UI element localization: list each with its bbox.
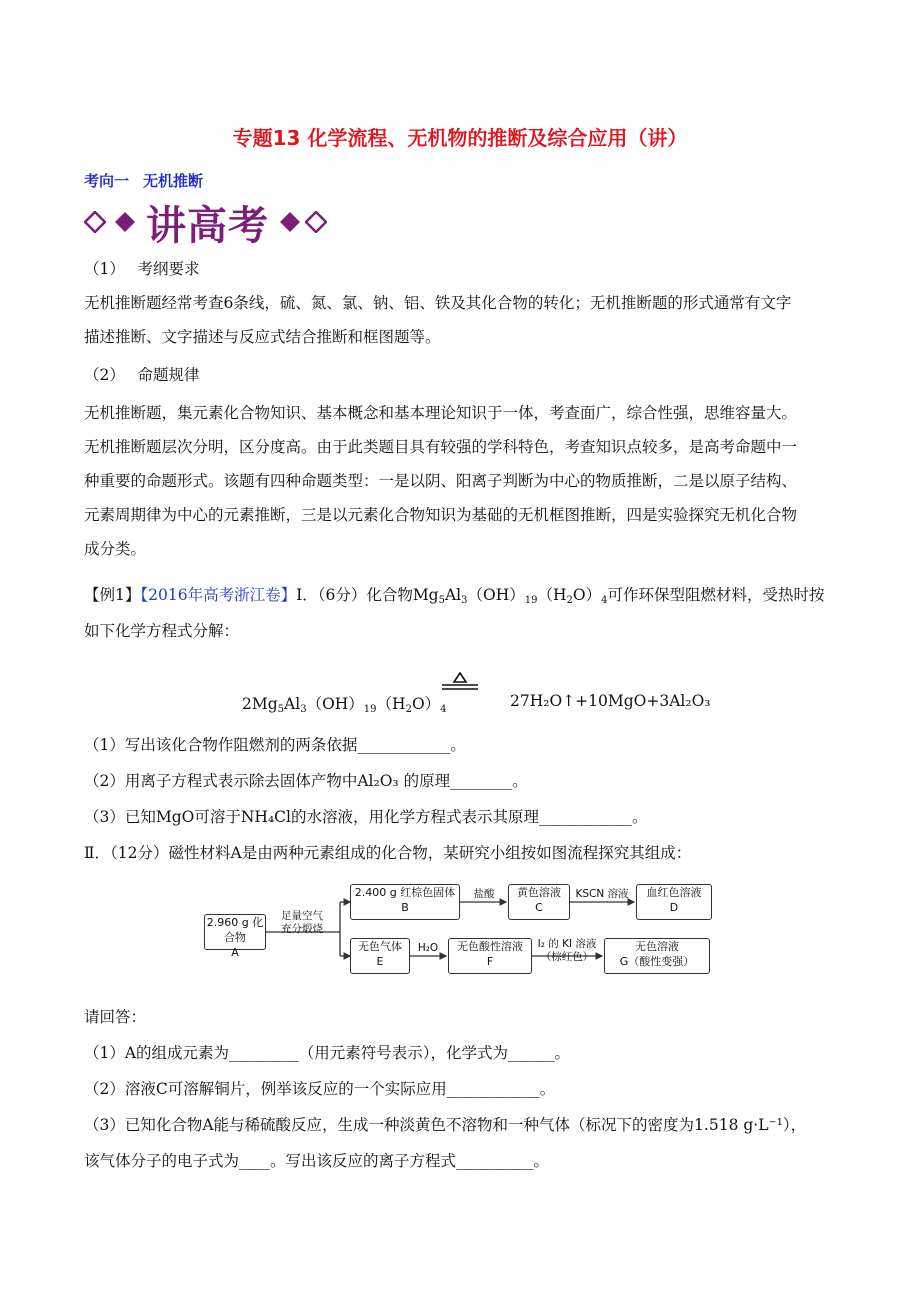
subscript: 4 — [440, 704, 447, 715]
paragraph-line: 无机推断题经常考查6条线，硫、氮、氯、钠、铝、铁及其化合物的转化；无机推断题的形式通常有文字 — [84, 294, 792, 312]
outline-diamond-icon — [305, 211, 327, 233]
paragraph-line: 种重要的命题形式。该题有四种命题类型：一是以阴、阳离子判断为中心的物质推断，二是以原子结构、 — [84, 472, 798, 490]
box-d: 血红色溶液 D — [636, 884, 712, 920]
question-line: 该气体分子的电子式为____。写出该反应的离子方程式__________。 — [84, 1152, 550, 1170]
box-a: 2.960 g 化合物 A — [204, 914, 266, 950]
banner-text: 讲高考 — [146, 201, 269, 249]
equation-coef: 2Mg — [242, 695, 278, 713]
paragraph-line: 元素周期律为中心的元素推断，三是以元素化合物知识为基础的无机框图推断，四是实验探究无机化合物 — [84, 506, 798, 524]
box-c: 黄色溶液 C — [508, 884, 570, 920]
paragraph-line: 无机推断题，集元素化合物知识、基本概念和基本理论知识于一体，考查面广，综合性强，思维容量大。 — [84, 404, 798, 422]
example-line: 【例1】【2016年高考浙江卷】Ⅰ．（6分）化合物$Mg_5Al_3(OH)_{19}(H_2O)_4$可作环保型阻燃材料，受热时按 — [84, 586, 825, 606]
paragraph-line: 成分类。 — [84, 540, 147, 558]
condition-label: 足量空气 充分煅烧 — [281, 910, 323, 935]
question-line: （2）溶液C可溶解铜片，例举该反应的一个实际应用____________。 — [84, 1080, 556, 1098]
paragraph-line: 描述推断、文字描述与反应式结合推断和框图题等。 — [84, 328, 441, 346]
box-b: 2.400 g 红棕色固体 B — [350, 884, 460, 920]
flow-diagram — [198, 880, 722, 980]
section-heading — [84, 170, 203, 191]
equation-lhs: $2Mg_5Al_3(OH)_{19}(H_2O)_4$ — [242, 695, 447, 715]
subscript: 19 — [363, 704, 377, 715]
section-name: 无机推断 — [143, 172, 204, 190]
box-e: 无色气体 E — [350, 938, 410, 974]
subscript: 3 — [461, 595, 468, 606]
question-line: （1）写出该化合物作阻燃剂的两条依据____________。 — [84, 736, 466, 754]
question-line: （3）已知化合物A能与稀硫酸反应，生成一种淡黄色不溶物和一种气体（标况下的密度为1.518 g·L⁻¹）， — [84, 1116, 807, 1134]
question-line: （1）A的组成元素为_________（用元素符号表示），化学式为______。 — [84, 1044, 571, 1062]
subscript: 4 — [601, 595, 608, 606]
filled-diamond-icon — [114, 211, 136, 233]
question-line: （2）用离子方程式表示除去固体产物中Al₂O₃ 的原理________。 — [84, 772, 528, 790]
example-source: 【2016年高考浙江卷】 — [140, 586, 297, 604]
subscript: 5 — [438, 595, 445, 606]
equation-rhs: 27H₂O↑+10MgO+3Al₂O₃ — [510, 692, 711, 710]
banner — [84, 198, 331, 249]
filled-diamond-icon — [279, 211, 301, 233]
heading-2: （2） 命题规律 — [84, 366, 200, 384]
question-line: （3）已知MgO可溶于NH₄Cl的水溶液，用化学方程式表示其原理____________。 — [84, 808, 648, 826]
answer-prompt: 请回答： — [84, 1008, 147, 1026]
kscn-label: KSCN 溶液 — [575, 888, 629, 900]
heat-triangle-icon — [438, 672, 482, 692]
subscript: 3 — [300, 704, 307, 715]
example-tag: 【例1】 — [84, 586, 141, 604]
paragraph-line: 无机推断题层次分明，区分度高。由于此类题目具有较强的学科特色，考查知识点较多，是高考命题中一 — [84, 438, 798, 456]
outline-diamond-icon — [84, 211, 106, 233]
subscript: 19 — [524, 595, 538, 606]
box-f: 无色酸性溶液 F — [448, 938, 532, 974]
subscript: 5 — [277, 704, 285, 715]
page-title: 专题13 化学流程、无机物的推断及综合应用（讲） — [232, 126, 688, 150]
chemical-equation — [0, 666, 920, 716]
water-label: H₂O — [417, 942, 439, 954]
compound-tail: 可作环保型阻燃材料，受热时按 — [607, 586, 825, 604]
heading-1: （1） 考纲要求 — [84, 260, 200, 278]
example-line-2: 如下化学方程式分解： — [84, 622, 240, 640]
hcl-label: 盐酸 — [473, 888, 495, 900]
box-g: 无色溶液 G（酸性变强） — [604, 938, 710, 974]
part-2-intro: Ⅱ．（12分）磁性材料A是由两种元素组成的化合物，某研究小组按如图流程探究其组成： — [84, 844, 692, 862]
section-label: 考向一 — [84, 172, 130, 190]
iodine-label: I₂ 的 KI 溶液 （棕红色） — [537, 938, 597, 963]
example-part1: Ⅰ．（6分）化合物Mg — [296, 586, 439, 604]
